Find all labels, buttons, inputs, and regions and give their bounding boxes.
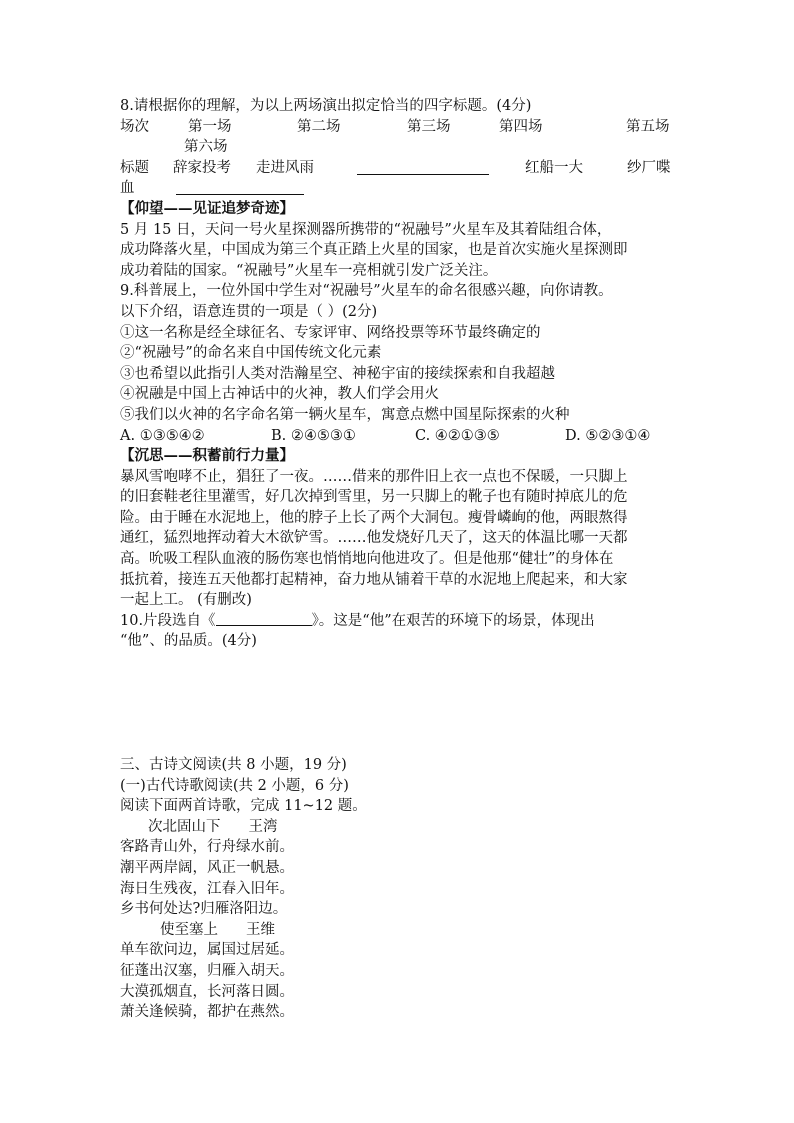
q8-col-3: 第三场 [407,118,451,135]
q8-col-2: 第二场 [297,118,341,135]
q9-item: ④祝融是中国上古神话中的火神，教人们学会用火 [120,386,439,403]
passage-line: 一起上工。 (有删改) [120,592,252,609]
poem-line: 大漠孤烟直，长河落日圆。 [120,983,294,1000]
q10-book-blank[interactable] [216,611,312,626]
q9-option-b[interactable]: B. ②④⑤③① [271,427,356,444]
answer-space[interactable] [120,652,676,755]
q8-title-5a: 纱厂喋 [627,159,671,176]
q8-row-title-wrap [120,178,676,199]
q8-row-scene [120,117,676,138]
poem1-author: 王湾 [248,818,278,835]
q9-options [120,426,676,447]
q8-title-1: 辞家投考 [173,159,231,176]
q8-col-5: 第五场 [626,118,670,135]
q9-option-c[interactable]: C. ④②①③⑤ [415,427,500,444]
poem-line: 征蓬出汉塞，归雁入胡天。 [120,962,294,979]
passage-line: 成功着陆的国家。“祝融号”火星车一亮相就引发广泛关注。 [120,262,498,279]
section-chensi-heading: 【沉思——积蓄前行力量】 [120,447,294,465]
q10-prompt-line2: “他”、的品质。(4分) [120,633,257,650]
poem-line: 潮平两岸阔，风正一帆悬。 [120,860,294,876]
poem2-header [120,920,676,941]
q9-item: ①这一名称是经全球征名、专家评审、网络投票等环节最终确定的 [120,324,541,341]
poem-line: 单车欲问边，属国过居延。 [120,942,294,959]
poem1-header [120,817,676,838]
poem2-title: 使至塞上 [160,921,218,938]
q8-row-scene-wrap [120,137,676,158]
q8-title-5b: 血 [120,180,135,197]
section-yangwang-heading: 【仰望——见证追梦奇迹】 [120,199,294,217]
section3-sub: (一)古代诗歌阅读(共 2 小题，6 分) [120,777,349,794]
section3-title: 三、古诗文阅读(共 8 小题，19 分) [120,757,347,774]
passage-line: 高。吮吸工程队血液的肠伤寒也悄悄地向他进攻了。但是他那“健壮”的身体在 [120,551,614,568]
passage-line: 通红，猛烈地挥动着大木欲铲雪。……他发烧好几天了，这天的体温比哪一天都 [120,530,628,547]
q8-col-4: 第四场 [499,118,543,135]
q9-prompt: 9.科普展上，一位外国中学生对“祝融号”火星车的命名很感兴趣，向你请教。 [120,283,613,300]
q8-title-label: 标题 [120,159,149,176]
passage-line: 5 月 15 日，天问一号火星探测器所携带的“祝融号”火星车及其着陆组合体， [120,221,612,238]
q8-title-3-blank[interactable] [357,160,489,175]
q9-item: ⑤我们以火神的名字命名第一辆火星车，寓意点燃中国星际探索的火种 [120,406,570,423]
q9-item: ②“祝融号”的命名来自中国传统文化元素 [120,345,382,362]
q10-prompt [120,611,676,632]
exam-page [120,96,676,1023]
q10-suffix: 》。这是“他”在艰苦的环境下的场景，体现出 [311,612,595,629]
q8-title-4: 红船一大 [525,159,583,176]
section3-instruction: 阅读下面两首诗歌，完成 11~12 题。 [120,798,367,815]
q10-prefix: 10.片段选自《 [120,612,216,629]
passage-line: 成功降落火星，中国成为第三个真正踏上火星的国家，也是首次实施火星探测即 [120,242,628,259]
passage-line: 暴风雪咆哮不止，猖狂了一夜。……借来的那件旧上衣一点也不保暖，一只脚上 [120,468,628,485]
q8-row-label: 场次 [120,118,149,135]
q9-option-d[interactable]: D. ⑤②③①④ [565,427,651,444]
q9-prompt: 以下介绍，语意连贯的一项是（ ）(2分) [120,303,378,320]
poem-line: 海日生残夜，江春入旧年。 [120,880,294,897]
poem-line: 乡书何处达?归雁洛阳边。 [120,901,288,918]
q9-item: ③也希望以此指引人类对浩瀚星空、神秘宇宙的接续探索和自我超越 [120,365,555,382]
q8-col-1: 第一场 [188,118,232,135]
poem1-title: 次北固山下 [148,818,221,835]
q8-title-2: 走进风雨 [256,159,314,176]
q8-row-title [120,158,676,179]
passage-line: 险。由于睡在水泥地上，他的脖子上长了两个大洞包。瘦骨嶙峋的他，两眼熬得 [120,509,628,526]
q8-col-6: 第六场 [184,139,228,156]
q8-prompt: 8.请根据你的理解，为以上两场演出拟定恰当的四字标题。(4分) [120,98,532,114]
passage-line: 的旧套鞋老往里灌雪，好几次掉到雪里，另一只脚上的靴子也有随时掉底儿的危 [120,489,628,506]
q8-title-6-blank[interactable] [176,180,304,195]
q9-option-a[interactable]: A. ①③⑤④② [120,427,205,444]
passage-line: 抵抗着，接连五天他都打起精神，奋力地从铺着干草的水泥地上爬起来，和大家 [120,571,628,588]
poem-line: 萧关逢候骑，都护在燕然。 [120,1004,294,1021]
poem-line: 客路青山外，行舟绿水前。 [120,839,294,856]
poem2-author: 王维 [246,921,275,938]
